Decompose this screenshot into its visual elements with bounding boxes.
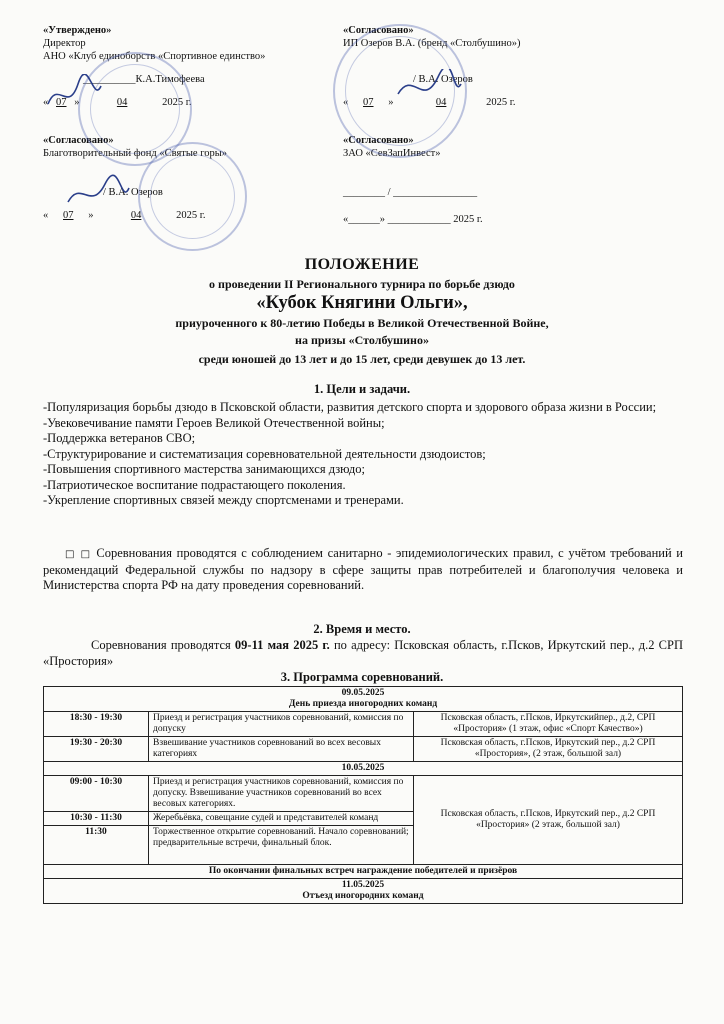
document-title: [0, 256, 724, 367]
approval-signer: / В.А. Озеров: [103, 187, 163, 198]
approval-position: Директор: [43, 38, 86, 49]
goal-item: -Популяризация борьбы дзюдо в Псковской области, развития детского спорта и здорового образа жизни в России;: [43, 400, 657, 414]
approval-organization: Благотворительный фонд «Святые горы»: [43, 148, 228, 159]
day3-header: 11.05.2025 Отъезд иногородних команд: [44, 879, 683, 904]
approval-date: « 07 » 04 2025 г.: [343, 97, 516, 108]
goal-item: -Структурирование и систематизация соревновательной деятельности дзюдоистов;: [43, 446, 486, 461]
approval-organization: ИП Озеров В.А. (бренд «Столбушино»): [343, 38, 521, 49]
goal-item: -Увековечивание памяти Героев Великой Отечественной войны;: [43, 415, 385, 430]
approval-date: « 07 » 04 2025 г.: [43, 97, 192, 108]
title-dedication: приуроченного к 80-летию Победы в Великой Отечественной Войне,: [175, 316, 549, 330]
program-table: [43, 686, 683, 904]
approval-heading: «Согласовано»: [343, 135, 414, 146]
approval-block: [43, 24, 683, 234]
goal-item: -Поддержка ветеранов СВО;: [43, 431, 196, 445]
approval-heading: «Утверждено»: [43, 25, 112, 36]
stamp-seal: [138, 142, 247, 251]
approval-signer: __________К.А.Тимофеева: [83, 74, 205, 85]
day1-header: 09.05.2025 День приезда иногородних команд: [44, 687, 683, 712]
approval-heading: «Согласовано»: [43, 135, 114, 146]
approval-organization: АНО «Клуб единоборств «Спортивное единство»: [43, 51, 266, 62]
signature-mark: [393, 69, 463, 109]
table-row: 19:30 - 20:30 Взвешивание участников соревнований во всех весовых категориях Псковская область, г.Псков, Иркутский пер., д.2 СРП «Простория», (2 этаж, большой зал): [44, 737, 683, 762]
day2-footer: По окончании финальных встреч награждение победителей и призёров: [44, 865, 683, 879]
sanitary-paragraph: □ □ Соревнования проводятся с соблюдением санитарно - эпидемиологических правил, с учётом требований и рекомендаций Федеральной службы по надзору в сфере защиты прав потребителей и благополучия человека и Министерства спорта РФ на дату проведения соревнований.: [43, 546, 683, 592]
signature-mark: [43, 74, 103, 114]
approval-date: «______» ____________ 2025 г.: [343, 214, 483, 225]
table-row: 11:30 Торжественное открытие соревнований. Начало соревнований; предварительные встречи, финальный блок.: [44, 826, 683, 865]
title-categories: среди юношей до 13 лет и до 15 лет, среди девушек до 13 лет.: [198, 352, 526, 366]
approval-organization: ЗАО «СевЗапИнвест»: [343, 148, 441, 159]
section3-heading: 3. Программа соревнований.: [280, 670, 444, 684]
day2-place: Псковская область, г.Псков, Иркутский пер., д.2 СРП «Простория» (2 этаж, большой зал): [414, 776, 683, 865]
approval-signer: / В.А. Озеров: [413, 74, 473, 85]
placeholder-glyph-icon: □ □: [65, 549, 97, 560]
time-place-paragraph: Соревнования проводятся 09-11 мая 2025 г. по адресу: Псковская область, г.Псков, Иркутский пер., д.2 СРП «Простория»: [43, 638, 683, 668]
section1-heading: 1. Цели и задачи.: [313, 382, 411, 396]
approval-date: « 07 » 04 2025 г.: [43, 210, 206, 221]
approval-heading: «Согласовано»: [343, 25, 414, 36]
day2-header: 10.05.2025: [44, 762, 683, 776]
title-tournament-name: «Кубок Княгини Ольги»,: [256, 293, 468, 313]
title-prizes: на призы «Столбушино»: [295, 333, 429, 347]
title-main: ПОЛОЖЕНИЕ: [304, 256, 420, 273]
table-row: 18:30 - 19:30 Приезд и регистрация участников соревнований, комиссия по допуску Псковская область, г.Псков, Иркутскийпер., д.2, СРП «Простория» (1 этаж, офис «Спорт Качество»): [44, 712, 683, 737]
table-row: 09:00 - 10:30 Приезд и регистрация участников соревнований, комиссия по допуску. Взвешивание участников соревнований во всех весовых категориях. Псковская область, г.Псков, Иркутский пер., д.2 СРП «Простория» (2 этаж, большой зал): [44, 776, 683, 812]
signature-mark: [63, 174, 133, 214]
goal-item: -Патриотическое воспитание подрастающего поколения.: [43, 477, 346, 492]
goals-list: [43, 400, 683, 509]
goal-item: -Укрепление спортивных связей между спортсменами и тренерами.: [43, 493, 404, 507]
goal-item: -Повышения спортивного мастерства занимающихся дзюдо;: [43, 462, 365, 476]
section2-heading: 2. Время и место.: [313, 622, 411, 636]
table-row: 10:30 - 11:30 Жеребьёвка, совещание судей и представителей команд: [44, 812, 683, 826]
title-subtitle: о проведении II Регионального турнира по борьбе дзюдо: [209, 277, 515, 291]
approval-signer: ________ / ________________: [343, 187, 478, 198]
